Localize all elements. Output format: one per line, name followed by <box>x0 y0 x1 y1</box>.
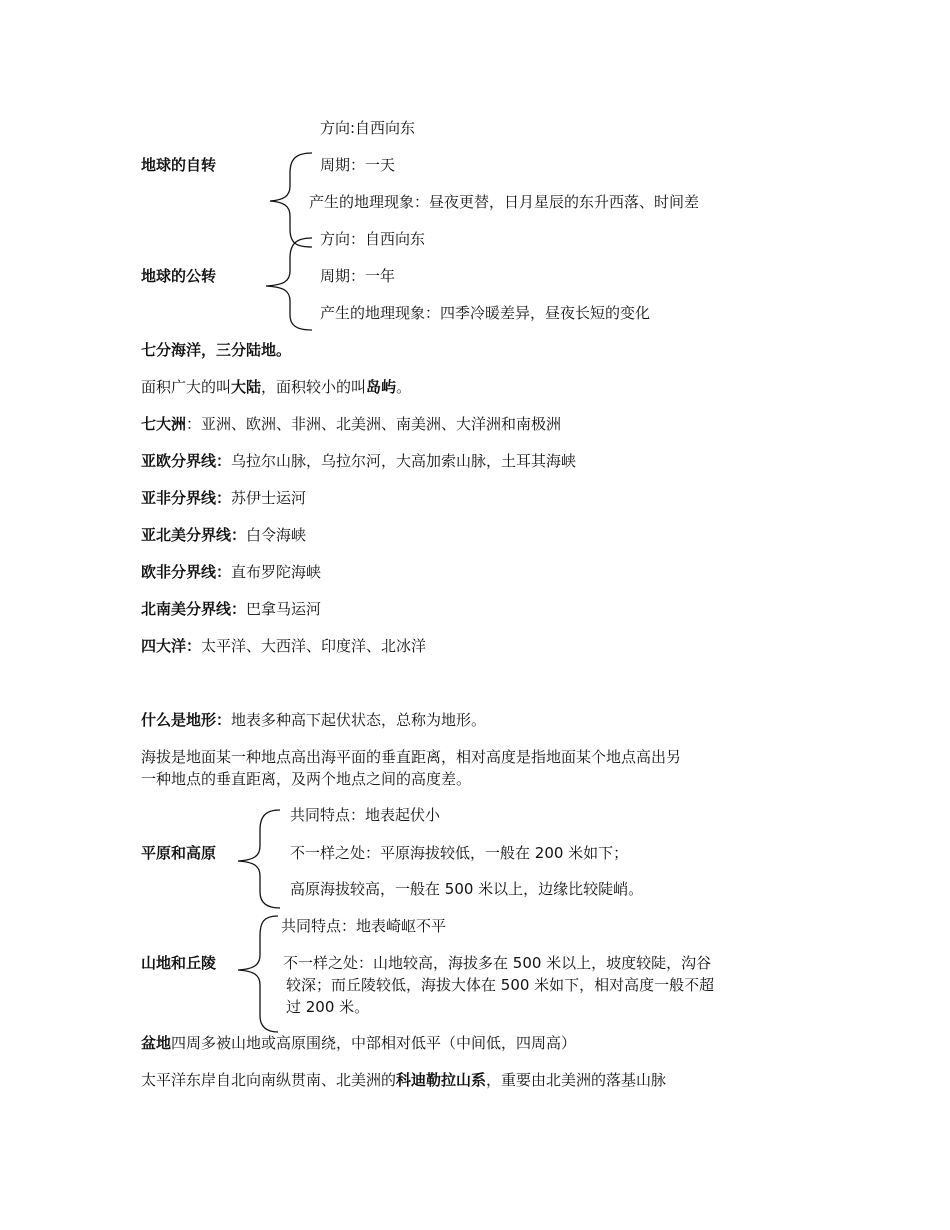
altitude-line-2: 一种地点的垂直距离，及两个地点之间的高度差。 <box>141 770 472 788</box>
fact-text: ：亚洲、欧洲、非洲、北美洲、南美洲、大洋洲和南极洲 <box>186 415 562 433</box>
continent-def-term-island: 岛屿 <box>366 378 397 396</box>
fact-row <box>141 488 306 508</box>
fact-label: 亚北美分界线： <box>141 526 247 544</box>
terrain-text: 地表多种高下起伏状态，总称为地形。 <box>231 711 487 729</box>
pacific-cordillera <box>141 1070 666 1090</box>
pacific-text: 太平洋东岸自北向南纵贯南、北美洲的 <box>141 1071 397 1089</box>
revolution-period: 周期：一年 <box>320 267 396 285</box>
brace-rotation <box>270 153 312 247</box>
revolution-direction: 方向：自西向东 <box>320 230 426 248</box>
fact-label: 北南美分界线： <box>141 600 247 618</box>
fact-row <box>141 451 576 471</box>
fact-row <box>141 414 561 434</box>
fact-label: 亚非分界线： <box>141 489 232 507</box>
hills-diff-3: 过 200 米。 <box>286 998 370 1016</box>
plains-diff-1: 不一样之处：平原海拔较低，一般在 200 米如下； <box>290 844 629 862</box>
plains-diff-2: 高原海拔较高，一般在 500 米以上，边缘比较陡峭。 <box>290 880 644 898</box>
hills-common: 共同特点：地表崎岖不平 <box>281 917 447 935</box>
rotation-period: 周期：一天 <box>320 156 396 174</box>
brace-hills <box>238 916 278 1032</box>
fact-text: 直布罗陀海峡 <box>231 563 322 581</box>
fact-label: 欧非分界线： <box>141 563 232 581</box>
fact-text: 太平洋、大西洋、印度洋、北冰洋 <box>201 637 427 655</box>
basin-text: 四周多被山地或高原围绕，中部相对低平（中间低，四周高） <box>171 1034 577 1052</box>
hills-diff-2: 较深；而丘陵较低，海拔大体在 500 米如下，相对高度一般不超 <box>286 976 715 994</box>
revolution-phenomena: 产生的地理现象：四季冷暖差异，昼夜长短的变化 <box>320 304 651 322</box>
continent-def-text: 面积广大的叫 <box>141 378 232 396</box>
fact-text: 苏伊士运河 <box>231 489 307 507</box>
pacific-term-cordillera: 科迪勒拉山系 <box>396 1071 487 1089</box>
brace-revolution <box>266 238 312 330</box>
fact-text: 乌拉尔山脉，乌拉尔河，大高加索山脉，土耳其海峡 <box>231 452 577 470</box>
basin-definition <box>141 1033 576 1053</box>
continent-def-text: 。 <box>396 378 412 396</box>
plains-title: 平原和高原 <box>141 844 217 862</box>
fact-row <box>141 525 306 545</box>
fact-row <box>141 636 426 656</box>
ocean-land-ratio: 七分海洋，三分陆地。 <box>141 341 292 359</box>
rotation-title: 地球的自转 <box>141 156 217 174</box>
revolution-title: 地球的公转 <box>141 267 217 285</box>
altitude-line-1: 海拔是地面某一种地点高出海平面的垂直距离，相对高度是指地面某个地点高出另 <box>141 748 682 766</box>
fact-row <box>141 599 321 619</box>
basin-label: 盆地 <box>141 1034 172 1052</box>
fact-label: 亚欧分界线： <box>141 452 232 470</box>
continent-definition <box>141 377 411 397</box>
hills-diff-1: 不一样之处：山地较高，海拔多在 500 米以上，坡度较陡，沟谷 <box>283 954 712 972</box>
fact-text: 白令海峡 <box>246 526 307 544</box>
plains-common: 共同特点：地表起伏小 <box>290 806 441 824</box>
continent-def-text: ，面积较小的叫 <box>261 378 367 396</box>
fact-label: 四大洋： <box>141 637 202 655</box>
terrain-definition <box>141 710 486 730</box>
terrain-label: 什么是地形： <box>141 711 232 729</box>
rotation-direction: 方向:自西向东 <box>320 119 416 137</box>
pacific-text: ，重要由北美洲的落基山脉 <box>486 1071 667 1089</box>
rotation-phenomena: 产生的地理现象：昼夜更替，日月星辰的东升西落、时间差 <box>309 193 700 211</box>
fact-row <box>141 562 321 582</box>
fact-label: 七大洲 <box>141 415 187 433</box>
fact-text: 巴拿马运河 <box>246 600 322 618</box>
continent-def-term-mainland: 大陆 <box>231 378 262 396</box>
brace-plains <box>238 810 280 908</box>
hills-title: 山地和丘陵 <box>141 954 217 972</box>
